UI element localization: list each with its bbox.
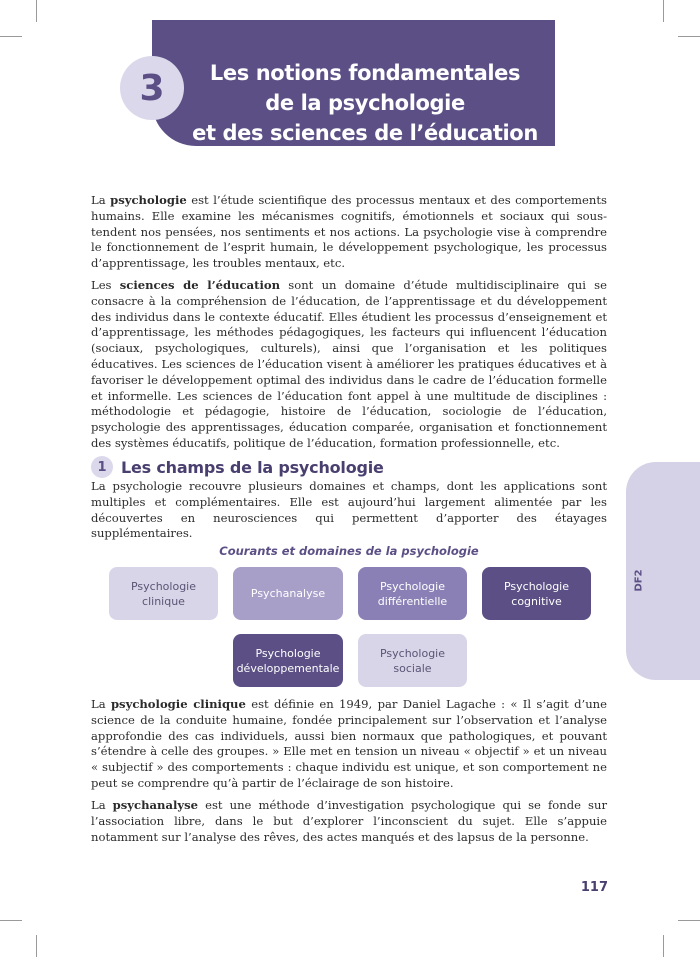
- section-number: 1: [91, 456, 113, 478]
- paragraph-psychologie-clinique: [91, 697, 607, 792]
- crop-mark: [0, 920, 22, 921]
- box-line: clinique: [142, 594, 185, 608]
- crop-mark: [36, 935, 37, 957]
- box-line: Psychologie: [379, 579, 445, 593]
- crop-mark: [36, 0, 37, 22]
- lead-text: La: [91, 798, 113, 812]
- chapter-title: [190, 58, 540, 148]
- section-heading: [91, 456, 384, 478]
- box-psychologie-differentielle: [358, 567, 467, 620]
- chapter-title-line: Les notions fondamentales: [209, 61, 521, 85]
- crop-mark: [0, 36, 22, 37]
- box-psychologie-developpementale: [233, 634, 343, 687]
- lead-text: La: [91, 697, 111, 711]
- section-title: Les champs de la psychologie: [121, 457, 384, 477]
- lead-text: Les: [91, 278, 120, 292]
- body-text: est l’étude scientifique des processus mentaux et des comportements humains. Elle examine les mécanismes cognitifs, émotionnels et sociaux qui sous-tendent nos pensées, nos sentiments et nos actions. La psychologie vise à comprendre le fonctionnement de l’esprit humain, le développement psychologique, les processus d’apprentissage, les troubles mentaux, etc.: [91, 193, 607, 271]
- box-line: cognitive: [511, 594, 562, 608]
- body-text: sont un domaine d’étude multidisciplinaire qui se consacre à la compréhension de l’éducation, de l’apprentissage et du développement des individus dans le contexte éducatif. Elles étudient les processus d’enseignement et d’apprentissage, les méthodes pédagogiques, les facteurs qui influencent l’éducation (sociaux, psychologiques, culturels), ainsi que l’organisation et les politiques éducatives. Les sciences de l’éducation visent à améliorer les pratiques éducatives et à favoriser le développement optimal des individus dans le cadre de l’éducation formelle et informelle. Les sciences de l’éducation font appel à une multitude de disciplines : méthodologie et pédagogie, histoire de l’éducation, sociologie de l’éducation, psychologie des apprentissages, éducation comparée, organisation et fonctionnement des systèmes éducatifs, politique de l’éducation, formation professionnelle, etc.: [91, 278, 607, 450]
- key-term: sciences de l’éducation: [119, 278, 281, 292]
- box-line: Psychologie: [130, 579, 197, 593]
- box-line: Psychologie: [255, 646, 321, 660]
- box-label: [504, 579, 569, 609]
- box-line: développementale: [236, 661, 340, 675]
- paragraph-psychologie: [91, 193, 607, 272]
- box-psychologie-cognitive: [482, 567, 591, 620]
- key-term: psychanalyse: [112, 798, 199, 812]
- diagram-title: Courants et domaines de la psychologie: [219, 544, 479, 558]
- body-text: est une méthode d’investigation psychologique qui se fonde sur l’association libre, dans le but d’explorer l’inconscient du sujet. Elle s’appuie notamment sur l’analyse des rêves, des actes manqués et des lapsus de la personne.: [91, 798, 607, 844]
- side-tab-text: DF2: [633, 568, 645, 592]
- box-line: Psychanalyse: [250, 587, 326, 600]
- box-line: sociale: [393, 661, 432, 675]
- crop-mark: [663, 0, 664, 22]
- chapter-title-line: et des sciences de l’éducation: [192, 121, 538, 145]
- crop-mark: [678, 920, 700, 921]
- side-tab-label: [630, 560, 648, 600]
- box-label: [251, 586, 325, 601]
- paragraph-champs: La psychologie recouvre plusieurs domaines et champs, dont les applications sont multiples et complémentaires. Elle est aujourd’hui largement alimentée par les découvertes en neurosciences qui permettent d’apporter des étayages supplémentaires.: [91, 479, 607, 541]
- key-term: psychologie clinique: [110, 697, 246, 711]
- box-label: [378, 579, 447, 609]
- crop-mark: [663, 935, 664, 957]
- paragraph-psychanalyse: [91, 798, 607, 845]
- crop-mark: [678, 36, 700, 37]
- box-psychologie-clinique: [109, 567, 218, 620]
- box-psychanalyse: [233, 567, 343, 620]
- chapter-title-line: de la psychologie: [265, 91, 465, 115]
- box-psychologie-sociale: [358, 634, 467, 687]
- chapter-number: 3: [120, 56, 184, 120]
- page-number: 117: [580, 880, 608, 895]
- box-line: Psychologie: [379, 646, 446, 660]
- key-term: psychologie: [110, 193, 187, 207]
- box-label: [131, 579, 196, 609]
- box-label: [237, 646, 340, 676]
- lead-text: La: [91, 193, 111, 207]
- body-text: est définie en 1949, par Daniel Lagache : « Il s’agit d’une science de la conduite humaine, fondée principalement sur l’observation et l’analyse approfondie des cas individuels, aussi bien normaux que pathologiques, et pouvant s’étendre à celle des groupes. » Elle met en tension un niveau « objectif » et un niveau « subjectif » des comportements : chaque individu est unique, et son comportement ne peut se comprendre qu’à partir de l’éclairage de son histoire.: [91, 697, 607, 790]
- box-line: différentielle: [377, 594, 448, 608]
- box-label: [380, 646, 445, 676]
- paragraph-sciences-education: [91, 278, 607, 452]
- box-line: Psychologie: [503, 579, 570, 593]
